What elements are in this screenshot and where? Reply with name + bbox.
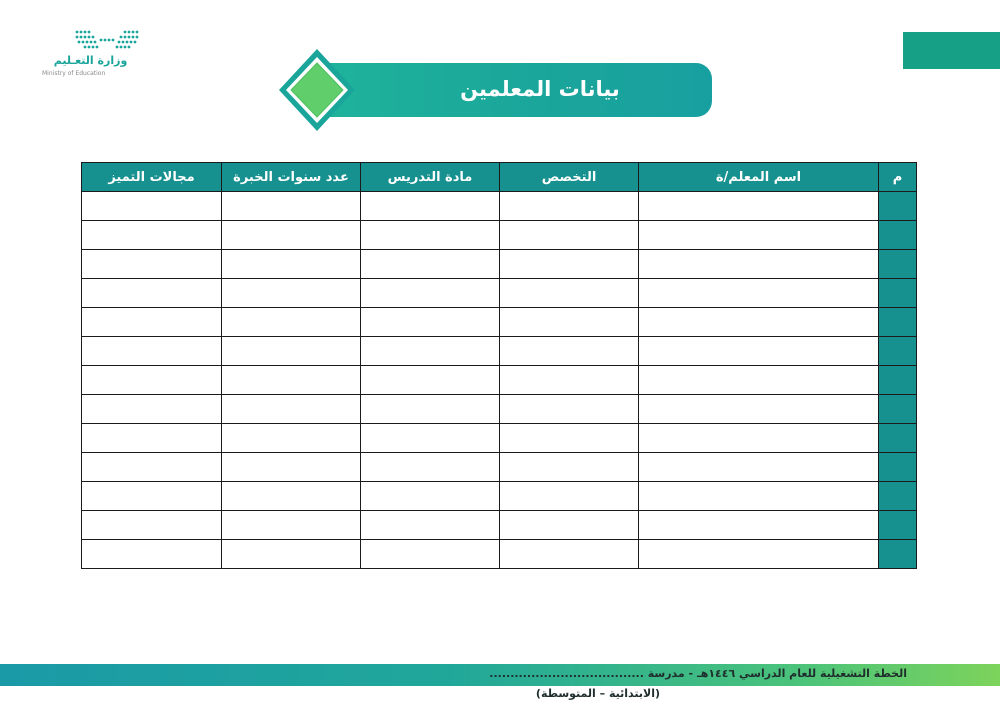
table-cell[interactable]: [82, 453, 222, 482]
page-title: بيانات المعلمين: [460, 77, 620, 101]
header-teacher-name: اسم المعلم/ة: [639, 163, 879, 192]
footer-plan-text: الخطة التشغيلية للعام الدراسي ١٤٤٦هـ - مدرسة .....................................: [489, 667, 907, 680]
table-row: [82, 221, 917, 250]
table-cell[interactable]: [500, 424, 639, 453]
table-cell[interactable]: [361, 250, 500, 279]
table-row: [82, 482, 917, 511]
row-index-cell: [879, 337, 917, 366]
header-teaching-subject: مادة التدريس: [361, 163, 500, 192]
table-cell[interactable]: [361, 395, 500, 424]
table-cell[interactable]: [500, 250, 639, 279]
table-cell[interactable]: [639, 279, 879, 308]
table-cell[interactable]: [222, 395, 361, 424]
table-cell[interactable]: [500, 482, 639, 511]
table-header-row: [82, 163, 917, 192]
table-cell[interactable]: [500, 308, 639, 337]
table-cell[interactable]: [361, 366, 500, 395]
table-cell[interactable]: [222, 453, 361, 482]
footer-stage-text: (الابتدائية – المتوسطة): [535, 687, 660, 700]
table-cell[interactable]: [500, 221, 639, 250]
table-row: [82, 424, 917, 453]
table-cell[interactable]: [361, 308, 500, 337]
table-cell[interactable]: [639, 395, 879, 424]
table-cell[interactable]: [222, 424, 361, 453]
row-index-cell: [879, 221, 917, 250]
diamond-badge-icon: [277, 47, 357, 133]
table-cell[interactable]: [639, 424, 879, 453]
logo-english-text: Ministry of Education: [42, 70, 106, 77]
table-cell[interactable]: [82, 250, 222, 279]
table-cell[interactable]: [639, 192, 879, 221]
table-cell[interactable]: [500, 192, 639, 221]
row-index-cell: [879, 279, 917, 308]
table-cell[interactable]: [639, 453, 879, 482]
header-specialization: التخصص: [500, 163, 639, 192]
header-index: م: [879, 163, 917, 192]
teachers-table: [81, 162, 917, 569]
table-cell[interactable]: [82, 279, 222, 308]
table-cell[interactable]: [639, 308, 879, 337]
row-index-cell: [879, 453, 917, 482]
table-cell[interactable]: [361, 511, 500, 540]
table-cell[interactable]: [639, 366, 879, 395]
table-row: [82, 395, 917, 424]
table-cell[interactable]: [361, 453, 500, 482]
table-cell[interactable]: [639, 250, 879, 279]
table-cell[interactable]: [361, 279, 500, 308]
table-cell[interactable]: [82, 424, 222, 453]
table-cell[interactable]: [82, 511, 222, 540]
row-index-cell: [879, 424, 917, 453]
table-row: [82, 250, 917, 279]
row-index-cell: [879, 482, 917, 511]
table-cell[interactable]: [639, 337, 879, 366]
table-cell[interactable]: [82, 395, 222, 424]
table-cell[interactable]: [82, 540, 222, 569]
table-cell[interactable]: [222, 482, 361, 511]
table-cell[interactable]: [361, 482, 500, 511]
header-excellence-areas: مجالات التميز: [82, 163, 222, 192]
table-row: [82, 540, 917, 569]
table-cell[interactable]: [222, 337, 361, 366]
table-row: [82, 308, 917, 337]
table-cell[interactable]: [222, 279, 361, 308]
table-cell[interactable]: [361, 221, 500, 250]
table-cell[interactable]: [222, 308, 361, 337]
ministry-logo: [38, 28, 143, 80]
table-cell[interactable]: [222, 366, 361, 395]
table-row: [82, 366, 917, 395]
table-cell[interactable]: [500, 511, 639, 540]
table-cell[interactable]: [500, 366, 639, 395]
table-cell[interactable]: [361, 540, 500, 569]
table-cell[interactable]: [82, 308, 222, 337]
row-index-cell: [879, 395, 917, 424]
table-cell[interactable]: [361, 192, 500, 221]
table-cell[interactable]: [222, 192, 361, 221]
table-cell[interactable]: [82, 337, 222, 366]
table-cell[interactable]: [82, 192, 222, 221]
table-cell[interactable]: [222, 540, 361, 569]
corner-tab-decoration: [903, 32, 1000, 69]
table-cell[interactable]: [222, 511, 361, 540]
table-cell[interactable]: [361, 337, 500, 366]
table-cell[interactable]: [500, 395, 639, 424]
table-cell[interactable]: [639, 221, 879, 250]
table-row: [82, 511, 917, 540]
table-cell[interactable]: [639, 482, 879, 511]
logo-dots-icon: [74, 28, 140, 50]
table-cell[interactable]: [361, 424, 500, 453]
table-row: [82, 279, 917, 308]
table-cell[interactable]: [82, 482, 222, 511]
row-index-cell: [879, 192, 917, 221]
row-index-cell: [879, 250, 917, 279]
table-cell[interactable]: [639, 540, 879, 569]
table-cell[interactable]: [639, 511, 879, 540]
table-cell[interactable]: [500, 337, 639, 366]
table-cell[interactable]: [82, 221, 222, 250]
table-cell[interactable]: [222, 221, 361, 250]
row-index-cell: [879, 308, 917, 337]
table-row: [82, 192, 917, 221]
table-cell[interactable]: [500, 540, 639, 569]
table-cell[interactable]: [500, 279, 639, 308]
table-row: [82, 453, 917, 482]
row-index-cell: [879, 540, 917, 569]
table-row: [82, 337, 917, 366]
table-cell[interactable]: [500, 453, 639, 482]
row-index-cell: [879, 366, 917, 395]
logo-arabic-text: وزارة التعـليم: [53, 54, 128, 67]
row-index-cell: [879, 511, 917, 540]
table-cell[interactable]: [222, 250, 361, 279]
header-experience-years: عدد سنوات الخبرة: [222, 163, 361, 192]
table-cell[interactable]: [82, 366, 222, 395]
